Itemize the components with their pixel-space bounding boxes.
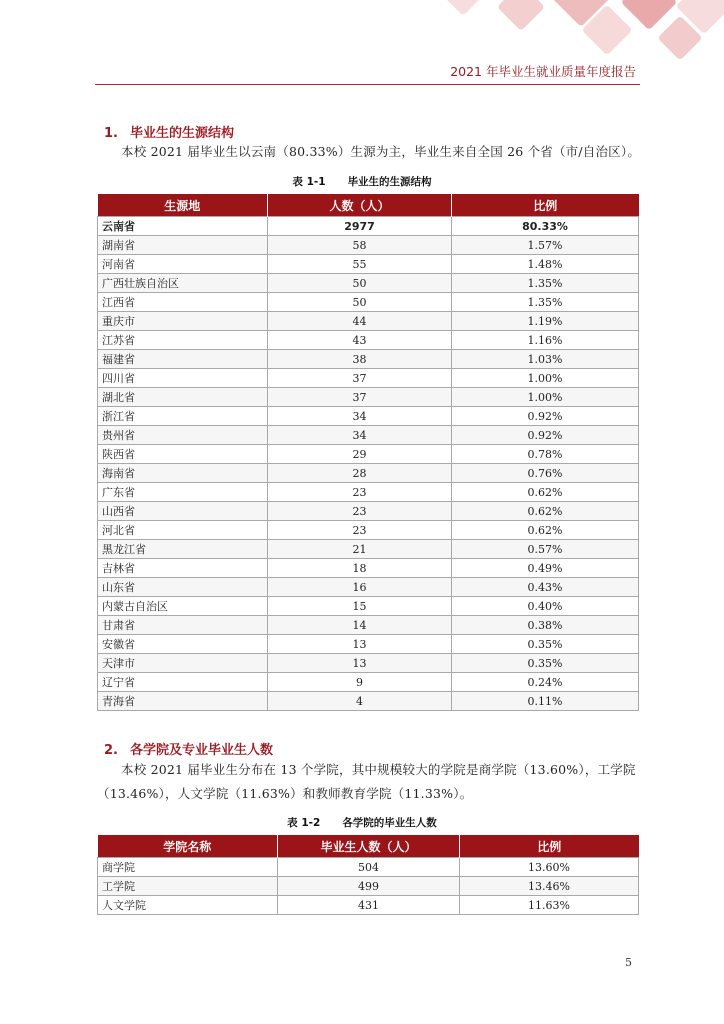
table-row bbox=[98, 635, 639, 654]
row-percent-cell: 1.16% bbox=[452, 331, 639, 350]
table-row bbox=[98, 616, 639, 635]
row-percent-cell: 0.43% bbox=[452, 578, 639, 597]
row-count-cell: 499 bbox=[278, 877, 460, 896]
row-count-cell: 13 bbox=[268, 654, 452, 673]
table-row bbox=[98, 673, 639, 692]
row-percent-cell: 0.24% bbox=[452, 673, 639, 692]
row-percent-cell: 1.48% bbox=[452, 255, 639, 274]
table-row bbox=[98, 521, 639, 540]
column-header: 比例 bbox=[460, 835, 639, 858]
row-name-cell: 河南省 bbox=[98, 255, 268, 274]
row-name-cell: 福建省 bbox=[98, 350, 268, 369]
table-row bbox=[98, 369, 639, 388]
report-header-title: 2021 年毕业生就业质量年度报告 bbox=[450, 64, 636, 79]
row-count-cell: 9 bbox=[268, 673, 452, 692]
row-percent-cell: 80.33% bbox=[452, 217, 639, 236]
column-header: 生源地 bbox=[98, 194, 268, 217]
origin-table bbox=[97, 194, 639, 711]
row-count-cell: 50 bbox=[268, 293, 452, 312]
row-name-cell: 天津市 bbox=[98, 654, 268, 673]
column-header: 学院名称 bbox=[98, 835, 278, 858]
table-row bbox=[98, 293, 639, 312]
row-count-cell: 23 bbox=[268, 521, 452, 540]
row-name-cell: 湖南省 bbox=[98, 236, 268, 255]
row-count-cell: 14 bbox=[268, 616, 452, 635]
row-name-cell: 江西省 bbox=[98, 293, 268, 312]
header-divider bbox=[95, 84, 640, 85]
table-2-label: 表 1-2 bbox=[287, 817, 321, 829]
table-row bbox=[98, 540, 639, 559]
row-name-cell: 重庆市 bbox=[98, 312, 268, 331]
row-name-cell: 云南省 bbox=[98, 217, 268, 236]
table-row bbox=[98, 654, 639, 673]
table-row bbox=[98, 578, 639, 597]
row-name-cell: 广东省 bbox=[98, 483, 268, 502]
table-row bbox=[98, 858, 639, 877]
row-count-cell: 431 bbox=[278, 896, 460, 915]
table-row bbox=[98, 692, 639, 711]
row-percent-cell: 0.11% bbox=[452, 692, 639, 711]
row-count-cell: 44 bbox=[268, 312, 452, 331]
table-1-caption bbox=[0, 174, 724, 189]
row-count-cell: 21 bbox=[268, 540, 452, 559]
row-name-cell: 人文学院 bbox=[98, 896, 278, 915]
table-2-caption bbox=[0, 815, 724, 830]
row-name-cell: 商学院 bbox=[98, 858, 278, 877]
row-name-cell: 安徽省 bbox=[98, 635, 268, 654]
row-name-cell: 吉林省 bbox=[98, 559, 268, 578]
row-name-cell: 湖北省 bbox=[98, 388, 268, 407]
row-count-cell: 34 bbox=[268, 407, 452, 426]
row-name-cell: 山西省 bbox=[98, 502, 268, 521]
header-decoration bbox=[384, 0, 724, 70]
college-table bbox=[97, 835, 639, 915]
table-row bbox=[98, 255, 639, 274]
row-name-cell: 四川省 bbox=[98, 369, 268, 388]
table-1-label: 表 1-1 bbox=[292, 176, 326, 188]
row-percent-cell: 1.03% bbox=[452, 350, 639, 369]
table-row bbox=[98, 312, 639, 331]
row-count-cell: 2977 bbox=[268, 217, 452, 236]
row-percent-cell: 0.76% bbox=[452, 464, 639, 483]
row-name-cell: 陕西省 bbox=[98, 445, 268, 464]
row-percent-cell: 0.62% bbox=[452, 483, 639, 502]
row-name-cell: 江苏省 bbox=[98, 331, 268, 350]
row-name-cell: 甘肃省 bbox=[98, 616, 268, 635]
row-name-cell: 浙江省 bbox=[98, 407, 268, 426]
row-count-cell: 28 bbox=[268, 464, 452, 483]
row-count-cell: 43 bbox=[268, 331, 452, 350]
row-count-cell: 4 bbox=[268, 692, 452, 711]
table-row bbox=[98, 274, 639, 293]
row-percent-cell: 0.92% bbox=[452, 426, 639, 445]
table-row bbox=[98, 445, 639, 464]
row-percent-cell: 1.35% bbox=[452, 293, 639, 312]
table-row bbox=[98, 388, 639, 407]
table-row bbox=[98, 896, 639, 915]
row-count-cell: 16 bbox=[268, 578, 452, 597]
section-2-heading bbox=[104, 739, 273, 758]
row-name-cell: 山东省 bbox=[98, 578, 268, 597]
row-percent-cell: 0.62% bbox=[452, 521, 639, 540]
row-count-cell: 23 bbox=[268, 502, 452, 521]
table-row bbox=[98, 331, 639, 350]
table-2-title: 各学院的毕业生人数 bbox=[342, 817, 437, 829]
column-header: 毕业生人数（人） bbox=[278, 835, 460, 858]
table-row bbox=[98, 483, 639, 502]
table-header-row bbox=[98, 835, 639, 858]
row-percent-cell: 0.49% bbox=[452, 559, 639, 578]
table-row bbox=[98, 217, 639, 236]
column-header: 比例 bbox=[452, 194, 639, 217]
row-name-cell: 河北省 bbox=[98, 521, 268, 540]
row-count-cell: 38 bbox=[268, 350, 452, 369]
row-count-cell: 504 bbox=[278, 858, 460, 877]
row-percent-cell: 0.38% bbox=[452, 616, 639, 635]
row-percent-cell: 11.63% bbox=[460, 896, 639, 915]
row-percent-cell: 1.00% bbox=[452, 388, 639, 407]
table-header-row bbox=[98, 194, 639, 217]
row-count-cell: 37 bbox=[268, 369, 452, 388]
row-percent-cell: 1.35% bbox=[452, 274, 639, 293]
section-1-paragraph: 本校 2021 届毕业生以云南（80.33%）生源为主，毕业生来自全国 26 个省（市/自治区）。 bbox=[121, 144, 641, 159]
row-count-cell: 58 bbox=[268, 236, 452, 255]
table-1-title: 毕业生的生源结构 bbox=[347, 176, 432, 188]
row-percent-cell: 0.78% bbox=[452, 445, 639, 464]
column-header: 人数（人） bbox=[268, 194, 452, 217]
row-percent-cell: 1.00% bbox=[452, 369, 639, 388]
row-percent-cell: 13.60% bbox=[460, 858, 639, 877]
row-percent-cell: 0.40% bbox=[452, 597, 639, 616]
row-percent-cell: 0.35% bbox=[452, 635, 639, 654]
section-1-title: 毕业生的生源结构 bbox=[130, 126, 235, 141]
row-percent-cell: 0.92% bbox=[452, 407, 639, 426]
row-count-cell: 34 bbox=[268, 426, 452, 445]
row-count-cell: 29 bbox=[268, 445, 452, 464]
row-percent-cell: 0.35% bbox=[452, 654, 639, 673]
section-1-heading bbox=[104, 122, 234, 141]
row-percent-cell: 1.19% bbox=[452, 312, 639, 331]
section-1-number: 1. bbox=[104, 126, 118, 141]
table-row bbox=[98, 407, 639, 426]
row-name-cell: 海南省 bbox=[98, 464, 268, 483]
row-count-cell: 23 bbox=[268, 483, 452, 502]
row-name-cell: 青海省 bbox=[98, 692, 268, 711]
row-count-cell: 37 bbox=[268, 388, 452, 407]
section-2-number: 2. bbox=[104, 743, 118, 758]
table-row bbox=[98, 877, 639, 896]
row-name-cell: 工学院 bbox=[98, 877, 278, 896]
row-percent-cell: 0.57% bbox=[452, 540, 639, 559]
table-row bbox=[98, 236, 639, 255]
row-name-cell: 内蒙古自治区 bbox=[98, 597, 268, 616]
table-row bbox=[98, 597, 639, 616]
section-2-paragraph: 本校 2021 届毕业生分布在 13 个学院，其中规模较大的学院是商学院（13.60%），工学院（13.46%），人文学院（11.63%）和教师教育学院（11.33%）。 bbox=[97, 762, 636, 801]
table-row bbox=[98, 464, 639, 483]
row-count-cell: 50 bbox=[268, 274, 452, 293]
table-row bbox=[98, 502, 639, 521]
row-name-cell: 辽宁省 bbox=[98, 673, 268, 692]
page-number: 5 bbox=[625, 956, 632, 969]
row-percent-cell: 0.62% bbox=[452, 502, 639, 521]
table-row bbox=[98, 559, 639, 578]
row-count-cell: 15 bbox=[268, 597, 452, 616]
table-row bbox=[98, 350, 639, 369]
row-name-cell: 黑龙江省 bbox=[98, 540, 268, 559]
row-count-cell: 13 bbox=[268, 635, 452, 654]
table-row bbox=[98, 426, 639, 445]
row-count-cell: 18 bbox=[268, 559, 452, 578]
row-name-cell: 广西壮族自治区 bbox=[98, 274, 268, 293]
row-percent-cell: 13.46% bbox=[460, 877, 639, 896]
row-name-cell: 贵州省 bbox=[98, 426, 268, 445]
section-2-title: 各学院及专业毕业生人数 bbox=[130, 743, 274, 758]
row-percent-cell: 1.57% bbox=[452, 236, 639, 255]
row-count-cell: 55 bbox=[268, 255, 452, 274]
